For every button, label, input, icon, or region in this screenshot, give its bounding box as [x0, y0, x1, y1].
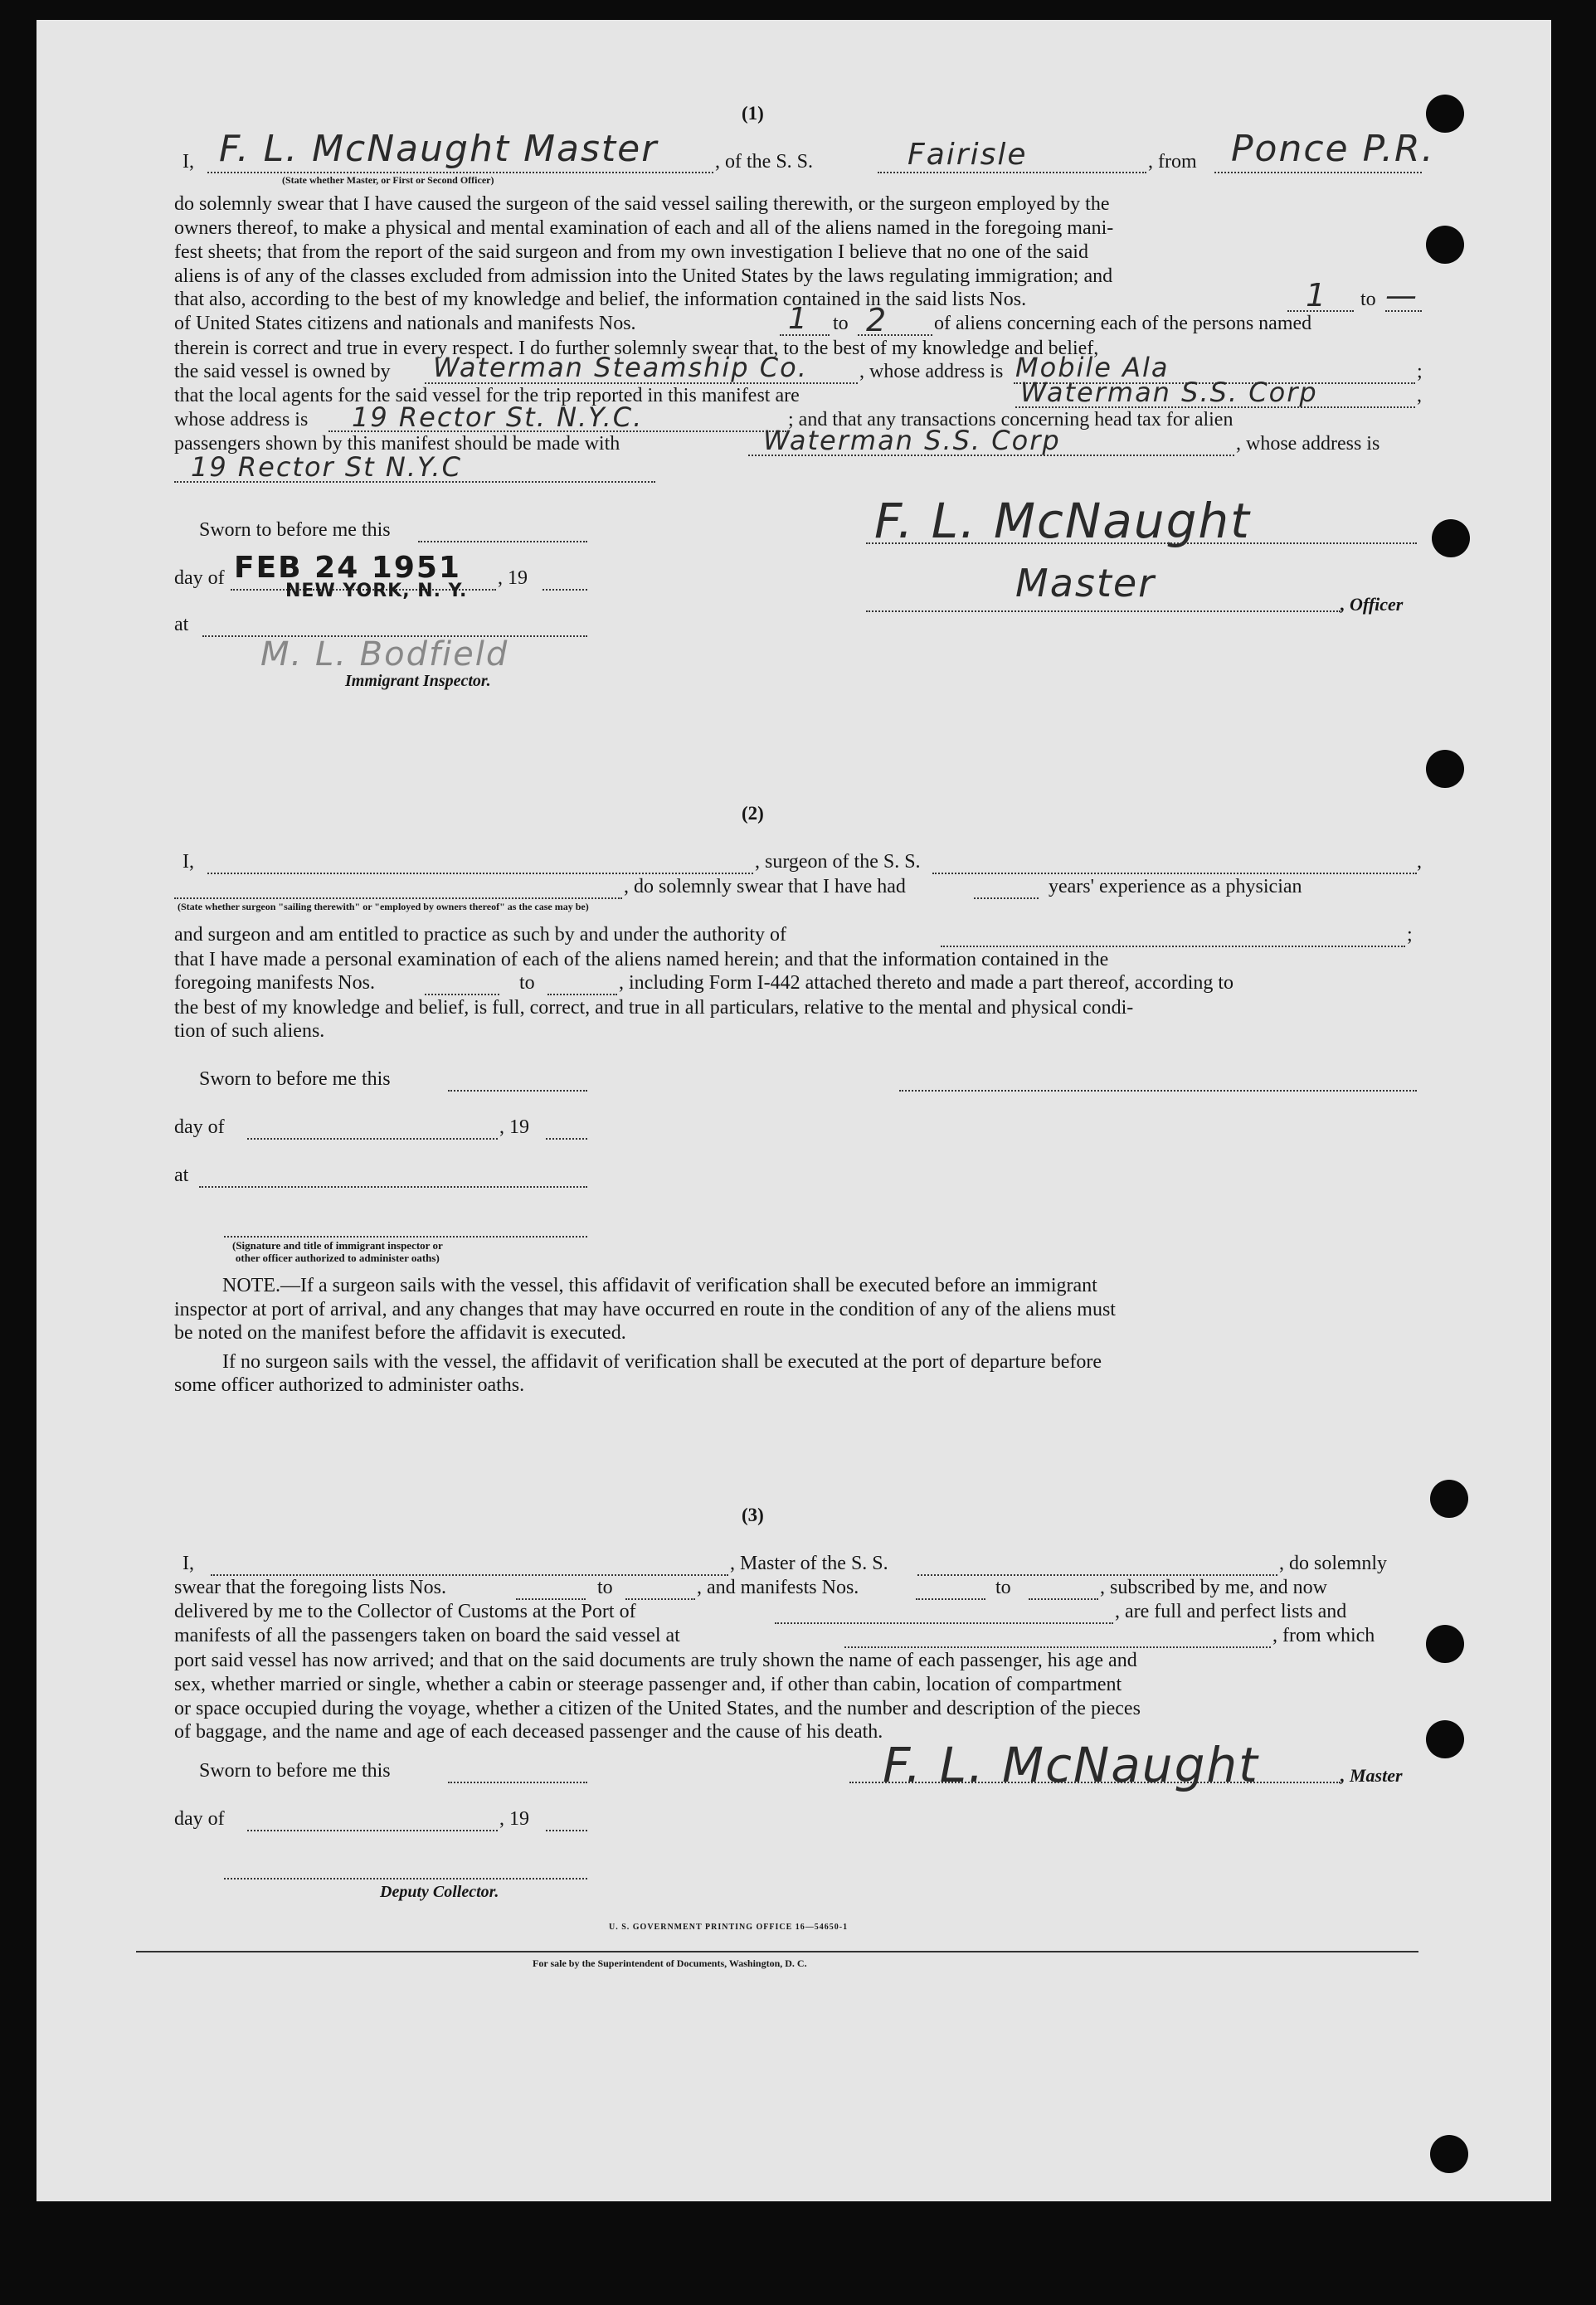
fill-line — [448, 1090, 587, 1092]
punch-hole — [1430, 1480, 1468, 1518]
fill-line — [866, 610, 1341, 612]
text: , 19 — [499, 1116, 529, 1138]
text: , from — [1148, 151, 1197, 173]
text: at — [174, 614, 189, 635]
text: I, — [182, 1553, 194, 1574]
text: , whose address is — [1236, 433, 1380, 455]
fill-line — [207, 873, 753, 874]
field-caption: (State whether surgeon "sailing therewith" or "employed by owners thereof" as the case may be) — [178, 901, 589, 912]
note-text: inspector at port of arrival, and any changes that may have occurred en route in the condition of any of the aliens must — [174, 1299, 1116, 1320]
fill-line — [974, 897, 1039, 899]
text: the said vessel is owned by — [174, 361, 391, 382]
fill-line — [247, 1830, 498, 1831]
fill-line — [878, 172, 1146, 173]
text: , do solemnly — [1279, 1553, 1387, 1574]
handwriting-manifest-from: 1 — [788, 302, 809, 336]
body-text: do solemnly swear that I have caused the surgeon of the said vessel sailing therewith, or the surgeon employed by the — [174, 193, 1110, 215]
caption-text: other officer authorized to administer oaths) — [235, 1252, 440, 1264]
text: to — [519, 972, 535, 994]
text: Sworn to before me this — [199, 519, 391, 541]
text: passengers shown by this manifest should be made with — [174, 433, 620, 455]
body-text: sex, whether married or single, whether a cabin or steerage passenger and, if other than cabin, location of compartment — [174, 1674, 1122, 1695]
text: I, — [182, 851, 194, 873]
signature-caption — [232, 1239, 443, 1264]
note-text: some officer authorized to administer oaths. — [174, 1374, 525, 1396]
text: , — [1417, 385, 1422, 406]
text: and surgeon and am entitled to practice as such by and under the authority of — [174, 924, 786, 946]
handwriting-signature: F. L. McNaught — [883, 1737, 1259, 1793]
body-text: aliens is of any of the classes excluded from admission into the United States by the laws regulating immigration; and — [174, 265, 1113, 287]
fill-line — [775, 1622, 1113, 1624]
officer-label: , Officer — [1341, 594, 1404, 615]
handwriting-tax-agent-address: 19 Rector St N.Y.C — [191, 451, 462, 483]
section-heading: (1) — [742, 103, 764, 124]
fill-line — [1029, 1598, 1098, 1600]
handwriting-owner: Waterman Steamship Co. — [433, 352, 808, 383]
text: that the local agents for the said vessel for the trip reported in this manifest are — [174, 385, 800, 406]
text: ; and that any transactions concerning head tax for alien — [788, 409, 1233, 430]
text: to — [833, 313, 849, 334]
text: , of the S. S. — [715, 151, 814, 173]
field-caption: (State whether Master, or First or Second Officer) — [282, 174, 494, 186]
fill-line — [425, 994, 499, 995]
text: to — [1360, 289, 1376, 310]
fill-line — [174, 897, 622, 899]
handwriting-lists-to: — — [1385, 277, 1418, 314]
handwriting-tax-agent: Waterman S.S. Corp — [763, 425, 1061, 456]
text: I, — [182, 151, 194, 173]
fill-line — [941, 946, 1405, 947]
fill-line — [932, 873, 1417, 874]
text: , whose address is — [859, 361, 1004, 382]
text: , 19 — [498, 567, 528, 589]
handwriting-manifest-to: 2 — [866, 302, 888, 338]
fill-line — [546, 1138, 587, 1140]
text: at — [174, 1165, 189, 1186]
master-label: , Master — [1341, 1765, 1403, 1786]
date-stamp: FEB 24 1951 — [234, 551, 461, 585]
fill-line — [418, 541, 587, 542]
text: of aliens concerning each of the persons named — [934, 313, 1312, 334]
printing-office-code: U. S. GOVERNMENT PRINTING OFFICE 16—54650-1 — [609, 1923, 849, 1932]
body-text: of baggage, and the name and age of each deceased passenger and the cause of his death. — [174, 1721, 883, 1743]
note-text: NOTE.—If a surgeon sails with the vessel, this affidavit of verification shall be executed before an immigrant — [222, 1275, 1097, 1296]
handwriting-owner-address: Mobile Ala — [1015, 352, 1170, 383]
body-text: owners thereof, to make a physical and mental examination of each and all of the aliens named in the foregoing mani- — [174, 217, 1114, 239]
text: , including Form I-442 attached thereto and made a part thereof, according to — [619, 972, 1234, 994]
body-text: or space occupied during the voyage, whether a citizen of the United States, and the number and description of the pieces — [174, 1698, 1141, 1719]
text: ; — [1417, 361, 1423, 382]
sale-notice: For sale by the Superintendent of Documents, Washington, D. C. — [533, 1957, 807, 1969]
body-text: therein is correct and true in every respect. I do further solemnly swear that, to the best of my knowledge and belief, — [174, 338, 1099, 359]
note-text: be noted on the manifest before the affidavit is executed. — [174, 1322, 626, 1344]
text: , surgeon of the S. S. — [755, 851, 921, 873]
text: years' experience as a physician — [1049, 876, 1302, 897]
handwriting-agent-address: 19 Rector St. N.Y.C. — [352, 401, 644, 433]
punch-hole — [1430, 2135, 1468, 2173]
body-text: port said vessel has now arrived; and that on the said documents are truly shown the name of each passenger, his age and — [174, 1650, 1137, 1671]
text: day of — [174, 1808, 225, 1830]
place-stamp: NEW YORK, N. Y. — [285, 581, 468, 601]
handwriting-title: Master — [1015, 561, 1156, 605]
text: to — [995, 1577, 1011, 1598]
fill-line — [199, 1186, 587, 1188]
divider — [136, 1951, 1418, 1952]
fill-line — [224, 1878, 587, 1879]
text: , and manifests Nos. — [697, 1577, 859, 1598]
handwriting-from: Ponce P.R. — [1231, 128, 1435, 170]
text: of United States citizens and nationals and manifests Nos. — [174, 313, 636, 334]
handwriting-lists-from: 1 — [1306, 277, 1328, 314]
fill-line — [516, 1598, 586, 1600]
text: , from which — [1272, 1625, 1375, 1646]
text: , 19 — [499, 1808, 529, 1830]
punch-hole — [1432, 519, 1470, 557]
text: ; — [1407, 924, 1413, 946]
text: tion of such aliens. — [174, 1020, 325, 1042]
fill-line — [844, 1646, 1271, 1648]
text: , — [1417, 851, 1422, 873]
fill-line — [543, 589, 587, 591]
text: swear that the foregoing lists Nos. — [174, 1577, 446, 1598]
text: , Master of the S. S. — [730, 1553, 888, 1574]
fill-line — [207, 172, 713, 173]
punch-hole — [1426, 750, 1464, 788]
text: delivered by me to the Collector of Customs at the Port of — [174, 1601, 636, 1622]
fill-line — [448, 1782, 587, 1783]
text: Sworn to before me this — [199, 1760, 391, 1782]
fill-line — [849, 1782, 1341, 1783]
fill-line — [546, 1830, 587, 1831]
fill-line — [866, 542, 1417, 544]
inspector-caption: Immigrant Inspector. — [345, 672, 491, 690]
caption-text: (Signature and title of immigrant inspector or — [232, 1239, 443, 1252]
fill-line — [1214, 172, 1422, 173]
text: that also, according to the best of my knowledge and belief, the information contained in the said lists Nos. — [174, 289, 1027, 310]
fill-line — [899, 1090, 1417, 1092]
section-heading: (3) — [742, 1505, 764, 1525]
fill-line — [211, 1574, 728, 1576]
text: to — [597, 1577, 613, 1598]
text: day of — [174, 567, 225, 589]
fill-line — [625, 1598, 695, 1600]
text: , subscribed by me, and now — [1100, 1577, 1327, 1598]
punch-hole — [1426, 1720, 1464, 1758]
handwriting-inspector: M. L. Bodfield — [260, 635, 509, 674]
text: whose address is — [174, 409, 309, 430]
handwriting-ship: Fairisle — [907, 138, 1028, 172]
fill-line — [224, 1236, 587, 1238]
handwriting-agents: Waterman S.S. Corp — [1020, 377, 1318, 408]
body-text: the best of my knowledge and belief, is full, correct, and true in all particulars, relative to the mental and physical condi- — [174, 997, 1134, 1019]
text: Sworn to before me this — [199, 1068, 391, 1090]
section-heading: (2) — [742, 803, 764, 824]
punch-hole — [1426, 1625, 1464, 1663]
fill-line — [247, 1138, 498, 1140]
text: foregoing manifests Nos. — [174, 972, 375, 994]
handwriting-signature: F. L. McNaught — [874, 493, 1251, 549]
fill-line — [916, 1598, 985, 1600]
body-text: fest sheets; that from the report of the said surgeon and from my own investigation I believe that no one of the said — [174, 241, 1088, 263]
body-text: that I have made a personal examination of each of the aliens named herein; and that the information contained in the — [174, 949, 1109, 970]
text: , are full and perfect lists and — [1115, 1601, 1347, 1622]
fill-line — [547, 994, 617, 995]
text: , do solemnly swear that I have had — [624, 876, 906, 897]
deputy-caption: Deputy Collector. — [380, 1883, 499, 1901]
punch-hole — [1426, 226, 1464, 264]
text: day of — [174, 1116, 225, 1138]
text: manifests of all the passengers taken on board the said vessel at — [174, 1625, 680, 1646]
handwriting-master: F. L. McNaught Master — [219, 128, 659, 170]
fill-line — [917, 1574, 1277, 1576]
document-page — [36, 20, 1551, 2201]
note-text: If no surgeon sails with the vessel, the affidavit of verification shall be executed at the port of departure before — [222, 1351, 1102, 1373]
